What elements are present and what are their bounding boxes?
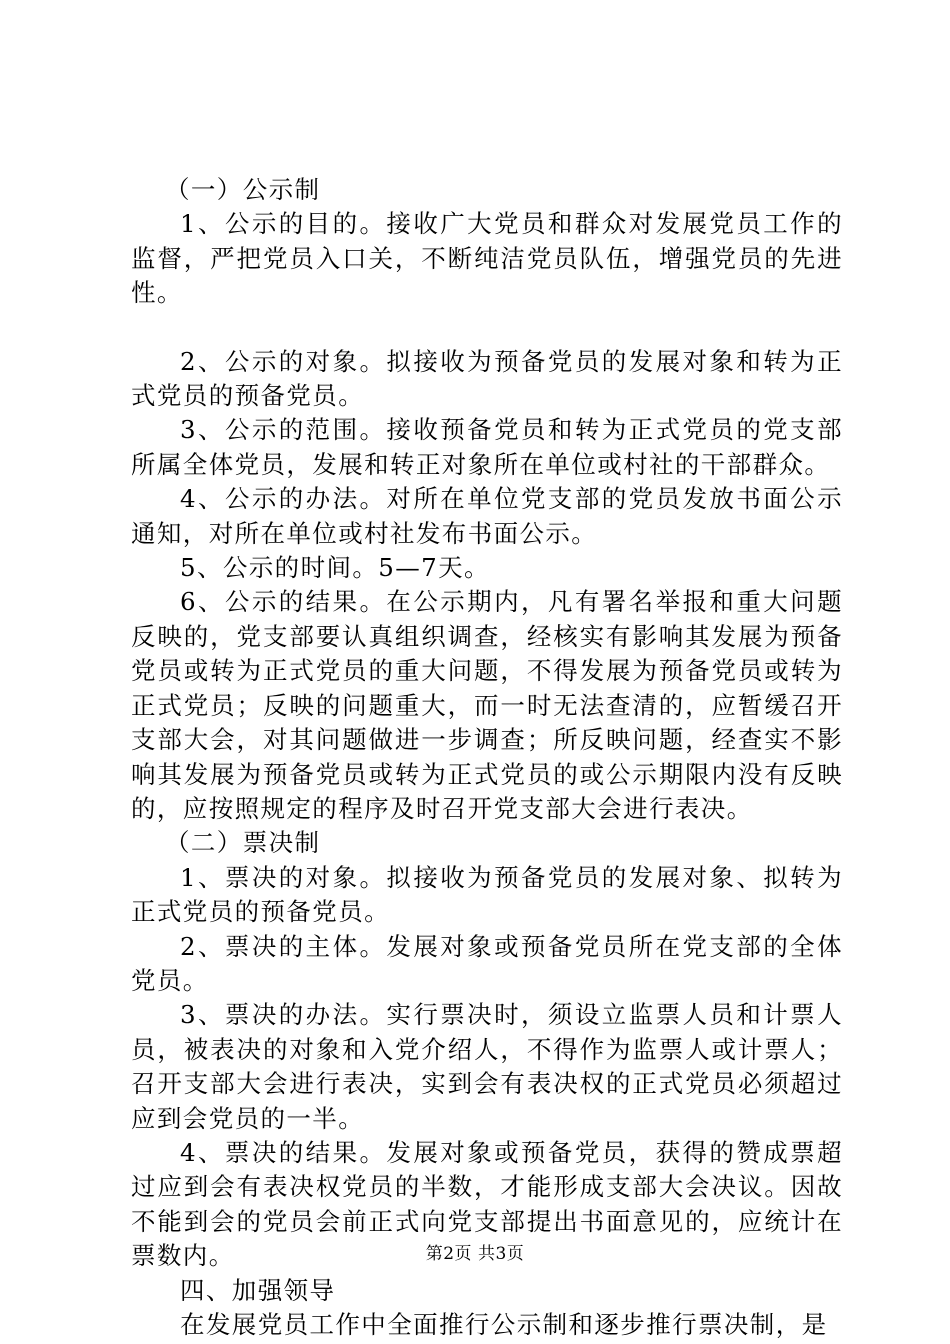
- paragraph-publicity-method: 4、公示的办法。对所在单位党支部的党员发放书面公示通知，对所在单位或村社发布书面公示。: [131, 484, 843, 548]
- section-heading-leadership: 四、加强领导: [180, 1275, 336, 1305]
- section-heading-publicity: （一）公示制: [165, 175, 321, 204]
- page-footer: [0, 1243, 950, 1265]
- paragraph-voting-target: 1、票决的对象。拟接收为预备党员的发展对象、拟转为正式党员的预备党员。: [131, 862, 843, 927]
- paragraph-voting-subject: 2、票决的主体。发展对象或预备党员所在党支部的全体党员。: [131, 931, 843, 995]
- paragraph-leadership: 在发展党员工作中全面推行公示制和逐步推行票决制，是: [180, 1310, 828, 1339]
- paragraph-voting-method: 3、票决的办法。实行票决时，须设立监票人员和计票人员，被表决的对象和入党介绍人，不得作为监票人或计票人；召开支部大会进行表决，实到会有表决权的正式党员必须超过应到会党员的一半。: [131, 1000, 843, 1133]
- document-body: [131, 173, 843, 1342]
- paragraph-publicity-scope: 3、公示的范围。接收预备党员和转为正式党员的党支部所属全体党员，发展和转正对象所在单位或村社的干部群众。: [131, 415, 843, 479]
- paragraph-publicity-purpose: 1、公示的目的。接收广大党员和群众对发展党员工作的监督，严把党员入口关，不断纯洁党员队伍，增强党员的先进性。: [131, 209, 843, 308]
- page-number-label: 第2页 共3页: [425, 1244, 525, 1264]
- paragraph-voting-result: 4、票决的结果。发展对象或预备党员，获得的赞成票超过应到会有表决权党员的半数，才能形成支部大会决议。因故不能到会的党员会前正式向党支部提出书面意见的，应统计在票数内。: [131, 1137, 843, 1271]
- paragraph-publicity-duration: 5、公示的时间。5—7天。: [180, 553, 490, 583]
- section-heading-voting: （二）票决制: [165, 828, 321, 858]
- paragraph-publicity-result: 6、公示的结果。在公示期内，凡有署名举报和重大问题反映的，党支部要认真组织调查，经核实有影响其发展为预备党员或转为正式党员的重大问题，不得发展为预备党员或转为正式党员；反映的问题重大，而一时无法查清的，应暂缓召开支部大会，对其问题做进一步调查；所反映问题，经查实不影响其发展为预备党员或转为正式党员的或公示期限内没有反映的，应按照规定的程序及时召开党支部大会进行表决。: [131, 587, 843, 823]
- paragraph-publicity-target: 2、公示的对象。拟接收为预备党员的发展对象和转为正式党员的预备党员。: [131, 346, 843, 411]
